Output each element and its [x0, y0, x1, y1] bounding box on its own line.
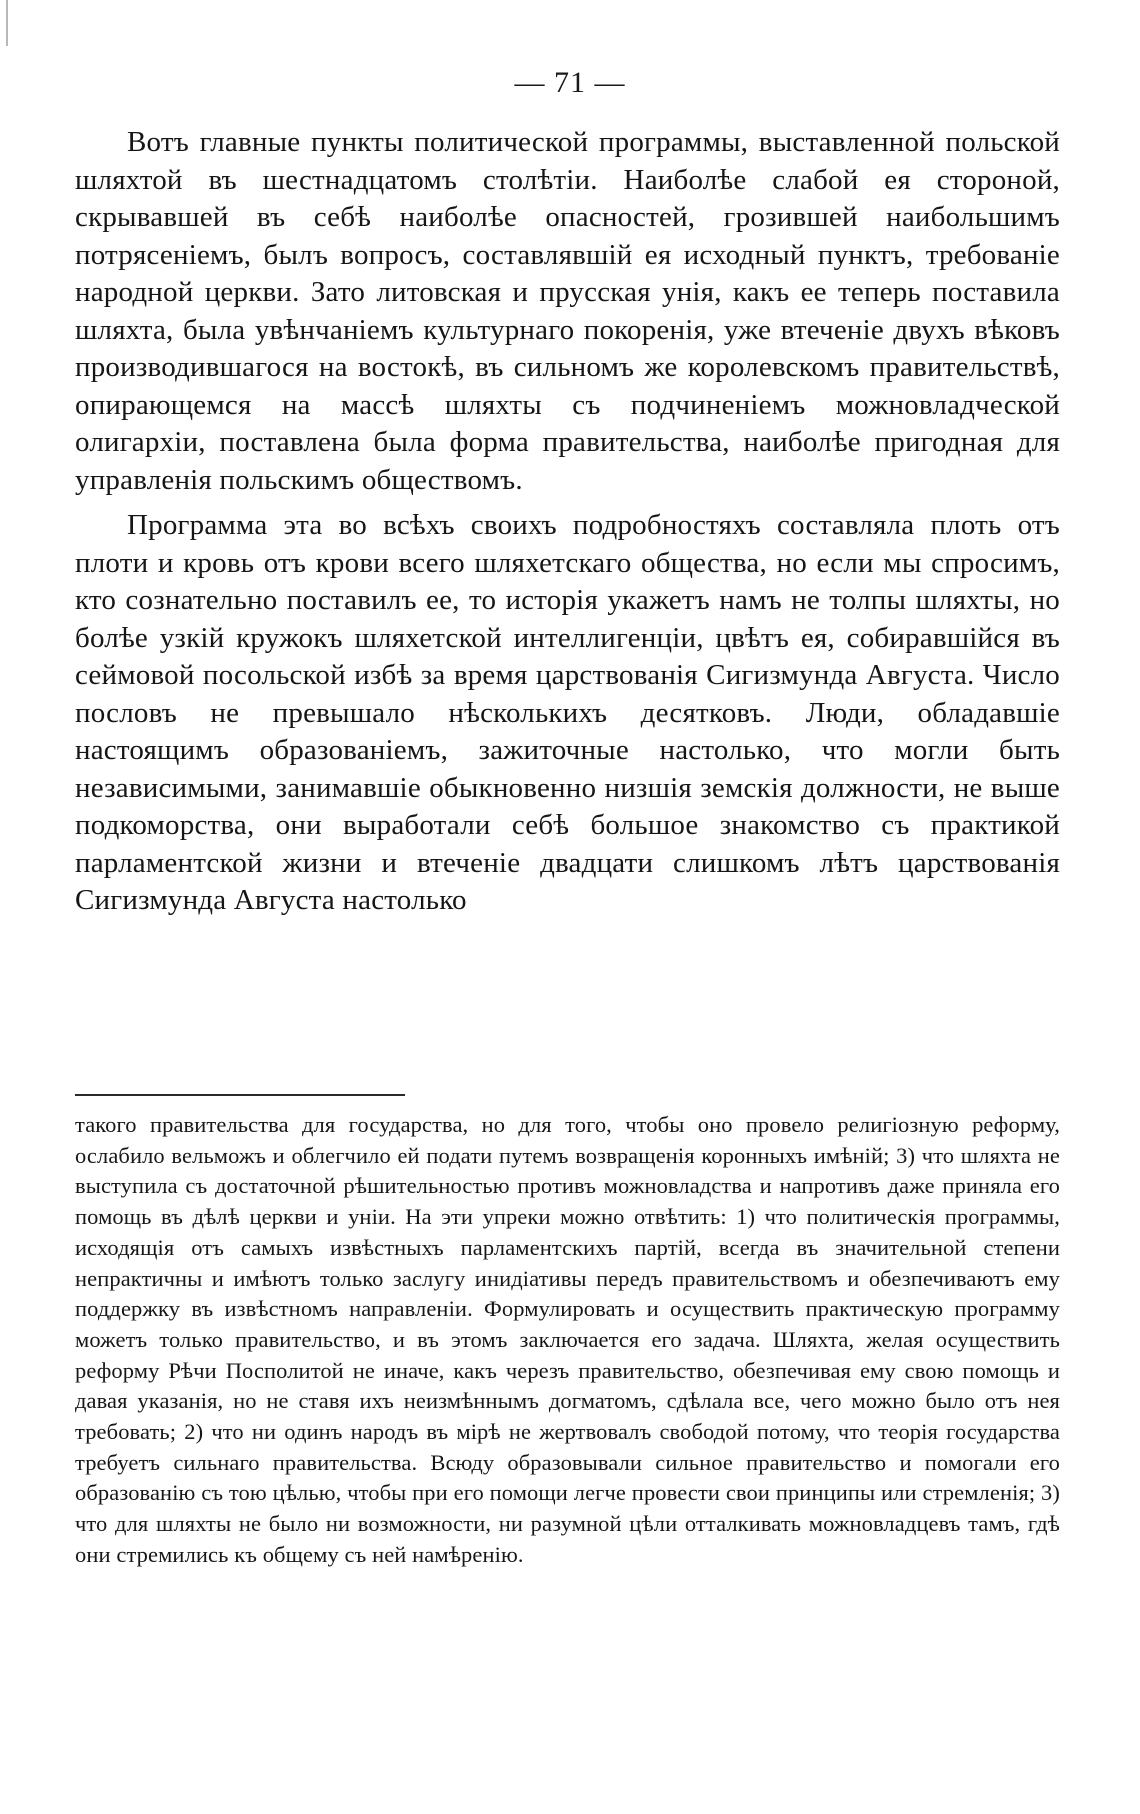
paragraph-2: Программа эта во всѣхъ своихъ подробностяхъ составляла плоть отъ плоти и кровь отъ крови всего шляхетскаго общества, но если мы спросимъ, кто сознательно поставилъ ее, то исторія укажетъ намъ не толпы шляхты, но болѣе узкій кружокъ шляхетской интеллигенціи, цвѣтъ ея, собиравшійся въ сеймовой посольской избѣ за время царствованія Сигизмунда Августа. Число пословъ не превышало нѣсколькихъ десятковъ. Люди, обладавшіе настоящимъ образованіемъ, зажиточные настолько, что могли быть независимыми, занимавшіе обыкновенно низшія земскія должности, не выше подкоморства, они выработали себѣ большое знакомство съ практикой парламентской жизни и втеченіе двадцати слишкомъ лѣтъ царствованія Сигизмунда Августа настолько — [75, 509, 1060, 916]
gutter-edge-mark — [6, 0, 8, 46]
page-number: — 71 — — [514, 66, 626, 99]
paragraph-1: Вотъ главные пункты политической программы, выставленной польской шляхтой въ шестнадцатомъ столѣтіи. Наиболѣе слабой ея стороной, скрывавшей въ себѣ наиболѣе опасностей, грозившей наибольшимъ потрясеніемъ, былъ вопросъ, составлявшій ея исходный пунктъ, требованіе народной церкви. Зато литовская и прусская унія, какъ ее теперь поставила шляхта, была увѣнчаніемъ культурнаго покоренія, уже втеченіе двухъ вѣковъ производившагося на востокѣ, въ сильномъ же королевскомъ правительствѣ, опирающемся на массѣ шляхты съ подчиненіемъ можновладческой олигархіи, поставлена была форма правительства, наиболѣе пригодная для управленія польскимъ обществомъ. — [75, 126, 1060, 496]
footnote-separator — [75, 1094, 405, 1096]
footnote-text: такого правительства для государства, но для того, чтобы оно провело религіозную реформу, ослабило вельможъ и облегчило ей подати путемъ возвращенія коронныхъ имѣній; 3) что шляхта не выступила съ достаточной рѣшительностью противъ можновладства и напротивъ даже приняла его помощь въ дѣлѣ церкви и уніи. На эти упреки можно отвѣтить: 1) что политическія программы, исходящія отъ самыхъ извѣстныхъ парламентскихъ партій, всегда въ значительной степени непрактичны и имѣютъ только заслугу инидіативы передъ правительствомъ и обезпечиваютъ ему поддержку въ извѣстномъ направленіи. Формулировать и осуществить практическую программу можетъ только правительство, и въ этомъ заключается его задача. Шляхта, желая осуществить реформу Рѣчи Посполитой не иначе, какъ черезъ правительство, обезпечивая ему свою помощь и давая указанія, но не ставя ихъ неизмѣннымъ догматомъ, сдѣлала все, чего можно было отъ нея требовать; 2) что ни одинъ народъ въ мірѣ не жертвовалъ свободой потому, что теорія государства требуетъ сильнаго правительства. Всюду образовывали сильное правительство и помогали его образованію съ тою цѣлью, чтобы при его помощи легче провести свои принципы или стремленія; 3) что для шляхты не было ни возможности, ни разумной цѣли отталкивать можновладцевъ тамъ, гдѣ они стремились къ общему съ ней намѣренію. — [75, 1112, 1060, 1567]
footnote — [75, 1110, 1060, 1571]
main-text — [75, 124, 1060, 928]
